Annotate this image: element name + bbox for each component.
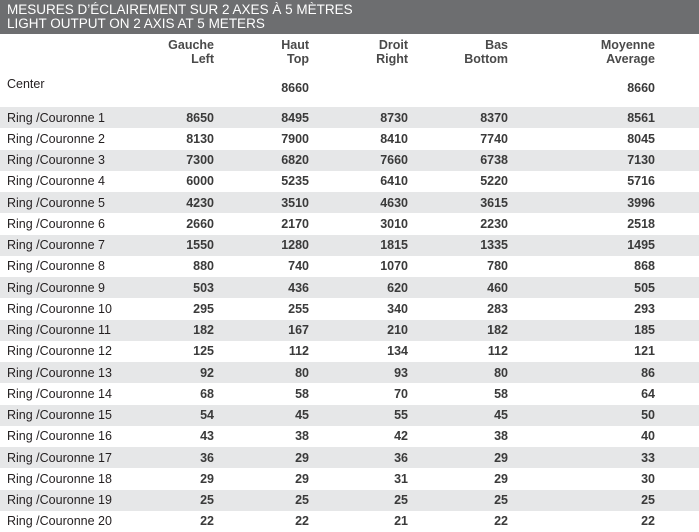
cell-average: 5716 [627,174,655,189]
cell-top: 38 [295,429,309,444]
table-row [0,362,699,383]
cell-left: 6000 [186,174,214,189]
header-bottom-fr: Bas [485,38,508,52]
cell-pad [655,277,699,298]
cell-top: 3510 [214,192,309,213]
table-row [0,128,699,149]
cell-average: 8045 [627,131,655,146]
row-label: Ring /Couronne 14 [7,386,112,401]
row-label: Ring /Couronne 17 [0,447,153,468]
cell-top: 167 [214,320,309,341]
cell-pad [655,235,699,256]
cell-left: 295 [193,301,214,316]
cell-average: 86 [508,362,655,383]
cell-bottom: 3615 [408,192,508,213]
cell-left: 36 [153,447,214,468]
cell-pad [655,192,699,213]
row-label: Ring /Couronne 7 [0,235,153,256]
light-output-table [0,34,699,532]
header-average [508,34,655,75]
table-row [0,298,699,319]
header-bottom [408,34,508,75]
cell-bottom: 182 [408,320,508,341]
cell-right: 1815 [309,235,408,256]
row-label: Ring /Couronne 20 [7,514,112,529]
cell-left: 8130 [186,131,214,146]
cell-top: 8495 [214,107,309,128]
cell-pad [655,107,699,128]
table-title [0,0,699,34]
cell-average: 293 [634,301,655,316]
cell-left: 25 [153,490,214,511]
cell-top: 22 [295,514,309,529]
row-label: Ring /Couronne 5 [0,192,153,213]
cell-top: 1280 [214,235,309,256]
cell-top: 5235 [281,174,309,189]
cell-average: 1495 [508,235,655,256]
cell-right: 4630 [309,192,408,213]
row-label: Ring /Couronne 3 [0,150,153,171]
cell-top: 58 [295,386,309,401]
cell-bottom: 1335 [408,235,508,256]
row-label: Ring /Couronne 16 [7,429,112,444]
cell-pad [655,405,699,426]
cell-pad [655,447,699,468]
cell-bottom: 25 [408,490,508,511]
cell-top: 740 [288,259,309,274]
cell-top: 112 [288,344,309,359]
title-line-fr: MESURES D’ÉCLAIREMENT SUR 2 AXES À 5 MÈTRES [7,2,353,17]
cell-average: 40 [641,429,655,444]
title-line-en: LIGHT OUTPUT ON 2 AXIS AT 5 METERS [7,16,265,31]
table-row [0,320,699,341]
cell-left: 22 [200,514,214,529]
header-top-en: Top [287,52,309,66]
cell-bottom: 45 [408,405,508,426]
cell-left: 125 [193,344,214,359]
header-right [309,34,408,75]
cell-bottom: 80 [408,362,508,383]
cell-top: 29 [295,471,309,486]
row-label: Ring /Couronne 9 [0,277,153,298]
cell-left: 8650 [153,107,214,128]
cell-bottom: 112 [487,344,508,359]
cell-right: 55 [309,405,408,426]
cell-right: 36 [309,447,408,468]
cell-pad [655,75,699,107]
cell-average: 3996 [508,192,655,213]
row-label: Ring /Couronne 12 [7,344,112,359]
header-left [153,34,214,75]
table-row [0,405,699,426]
cell-pad [655,256,699,277]
cell-right: 3010 [380,216,408,231]
table-row [0,171,699,192]
cell-bottom: 8370 [408,107,508,128]
cell-average: 30 [641,471,655,486]
table-row [0,235,699,256]
cell-bottom: 29 [408,447,508,468]
table-row [0,75,699,107]
cell-pad [655,298,699,319]
row-label: Ring /Couronne 18 [7,471,112,486]
header-row [0,34,699,75]
cell-right: 340 [387,301,408,316]
header-right-fr: Droit [378,38,408,52]
table-row [0,447,699,468]
cell-left: 182 [153,320,214,341]
cell-left: 68 [200,386,214,401]
cell-bottom: 5220 [480,174,508,189]
table-row [0,426,699,447]
cell-bottom: 6738 [408,150,508,171]
cell-top: 2170 [281,216,309,231]
header-pad [655,34,699,75]
cell-bottom: 7740 [480,131,508,146]
header-label-blank [0,34,153,75]
cell-right: 6410 [380,174,408,189]
cell-bottom: 460 [408,277,508,298]
cell-average: 64 [641,386,655,401]
cell-pad [655,383,699,404]
table-row [0,490,699,511]
cell-bottom: 38 [494,429,508,444]
cell-left: 7300 [153,150,214,171]
table-row [0,192,699,213]
cell-right: 42 [394,429,408,444]
header-top [214,34,309,75]
row-label: Ring /Couronne 1 [0,107,153,128]
cell-bottom: 2230 [480,216,508,231]
cell-right [309,75,408,107]
cell-left: 2660 [186,216,214,231]
cell-bottom: 58 [494,386,508,401]
cell-average: 8660 [627,81,655,95]
cell-top: 45 [214,405,309,426]
cell-bottom: 22 [494,514,508,529]
cell-pad [655,426,699,447]
cell-top: 255 [288,301,309,316]
row-label: Ring /Couronne 13 [0,362,153,383]
table-row [0,511,699,532]
cell-pad [655,213,699,234]
cell-average: 121 [634,344,655,359]
row-label: Ring /Couronne 19 [0,490,153,511]
cell-average: 185 [508,320,655,341]
cell-average: 22 [641,514,655,529]
cell-pad [655,490,699,511]
cell-pad [655,468,699,489]
cell-left: 43 [200,429,214,444]
cell-pad [655,320,699,341]
cell-bottom: 29 [494,471,508,486]
cell-average: 33 [508,447,655,468]
cell-right: 25 [309,490,408,511]
cell-bottom: 283 [487,301,508,316]
row-label: Ring /Couronne 8 [7,259,105,274]
cell-left: 503 [153,277,214,298]
header-bottom-en: Bottom [464,52,508,66]
cell-average: 50 [508,405,655,426]
cell-bottom: 780 [487,259,508,274]
table-row [0,468,699,489]
table-row [0,107,699,128]
row-label: Ring /Couronne 4 [7,174,105,189]
cell-average: 7130 [508,150,655,171]
cell-right: 70 [394,386,408,401]
cell-pad [655,128,699,149]
cell-pad [655,150,699,171]
cell-average: 868 [634,259,655,274]
cell-top: 6820 [214,150,309,171]
row-label: Ring /Couronne 10 [7,301,112,316]
cell-left: 1550 [153,235,214,256]
header-left-en: Left [191,52,214,66]
cell-average: 2518 [627,216,655,231]
cell-right: 210 [309,320,408,341]
header-average-fr: Moyenne [600,38,655,52]
row-label: Ring /Couronne 11 [0,320,153,341]
row-label: Ring /Couronne 15 [0,405,153,426]
table-row [0,256,699,277]
row-label: Ring /Couronne 6 [7,216,105,231]
cell-left [153,75,214,107]
table-row [0,213,699,234]
cell-top: 7900 [281,131,309,146]
cell-left: 29 [200,471,214,486]
table-row [0,341,699,362]
cell-right: 21 [394,514,408,529]
cell-pad [655,341,699,362]
header-top-fr: Haut [281,38,309,52]
cell-average: 8561 [508,107,655,128]
cell-left: 4230 [153,192,214,213]
cell-top: 25 [214,490,309,511]
cell-right: 620 [309,277,408,298]
table-row [0,383,699,404]
cell-right: 8730 [309,107,408,128]
cell-right: 1070 [380,259,408,274]
cell-top: 436 [214,277,309,298]
cell-left: 92 [153,362,214,383]
header-left-fr: Gauche [168,38,214,52]
cell-bottom [408,75,508,107]
cell-right: 8410 [380,131,408,146]
header-average-en: Average [606,52,655,66]
cell-left: 54 [153,405,214,426]
header-right-en: Right [376,52,408,66]
table-row [0,150,699,171]
cell-right: 93 [309,362,408,383]
cell-left: 880 [193,259,214,274]
cell-right: 7660 [309,150,408,171]
row-label: Center [7,77,45,91]
cell-right: 31 [394,471,408,486]
cell-average: 505 [508,277,655,298]
cell-top: 29 [214,447,309,468]
cell-average: 25 [508,490,655,511]
cell-top: 80 [214,362,309,383]
cell-pad [655,171,699,192]
cell-pad [655,362,699,383]
row-label: Ring /Couronne 2 [7,131,105,146]
cell-right: 134 [387,344,408,359]
table-row [0,277,699,298]
cell-pad [655,511,699,532]
cell-top: 8660 [281,81,309,95]
